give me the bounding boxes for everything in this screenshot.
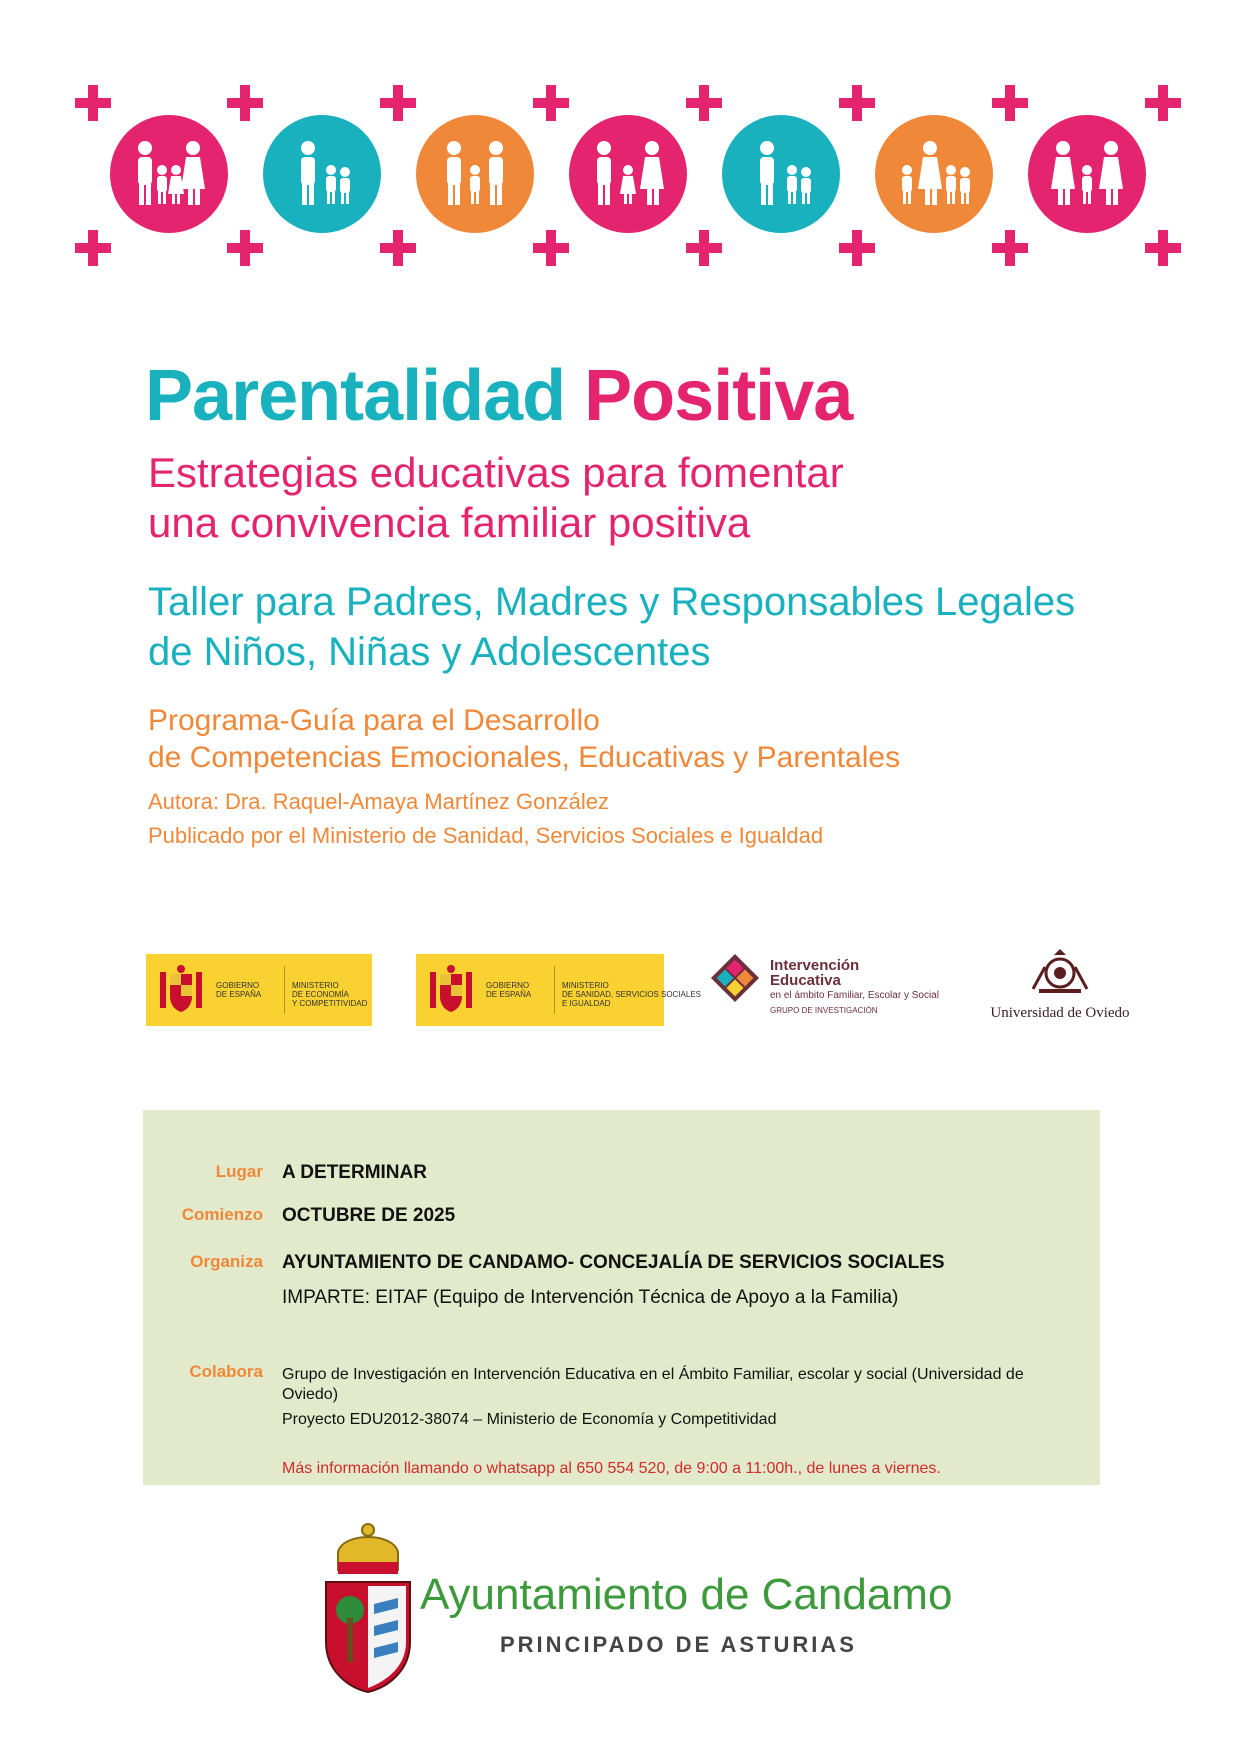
family-icon <box>416 115 534 233</box>
subtitle <box>148 448 844 548</box>
ie-line2: Educativa <box>770 972 841 989</box>
plus-icon <box>227 230 263 266</box>
gov-logo-sanidad <box>416 954 702 1026</box>
lugar-label: Lugar <box>215 1162 263 1181</box>
plus-icon <box>839 230 875 266</box>
plus-icon <box>533 230 569 266</box>
proyecto-value: Proyecto EDU2012-38074 – Ministerio de Economía y Competitividad <box>282 1411 777 1428</box>
coat-of-arms-icon <box>318 1522 418 1694</box>
organiza-label: Organiza <box>190 1252 263 1271</box>
ministry-label: MINISTERIO DE SANIDAD, SERVICIOS SOCIALES E IGUALDAD <box>562 981 702 1008</box>
plus-icon <box>839 85 875 121</box>
organiza-value: AYUNTAMIENTO DE CANDAMO- CONCEJALÍA DE SERVICIOS SOCIALES <box>282 1252 945 1273</box>
program-line2: de Competencias Emocionales, Educativas y Parentales <box>148 741 901 774</box>
comienzo-value: OCTUBRE DE 2025 <box>282 1205 456 1226</box>
plus-icon <box>992 85 1028 121</box>
program-heading <box>148 702 900 776</box>
footer-name: Ayuntamiento de Candamo <box>420 1570 953 1619</box>
plus-icon <box>533 85 569 121</box>
ie-line1: Intervención <box>770 957 860 974</box>
plus-icon <box>686 85 722 121</box>
gov-label: GOBIERNO DE ESPAÑA <box>216 981 262 999</box>
gov-logo-economia <box>146 954 372 1026</box>
title-part1: Parentalidad <box>145 356 566 436</box>
uniovi-name: Universidad de Oviedo <box>990 1005 1130 1021</box>
info-box <box>143 1110 1100 1485</box>
plus-icon <box>75 85 111 121</box>
family-icon <box>722 115 840 233</box>
imparte-value: IMPARTE: EITAF (Equipo de Intervención Técnica de Apoyo a la Familia) <box>282 1287 899 1308</box>
workshop-line2: de Niños, Niñas y Adolescentes <box>148 630 711 674</box>
coat-of-arms-icon <box>156 964 206 1016</box>
colabora-label: Colabora <box>189 1362 263 1381</box>
author: Autora: Dra. Raquel-Amaya Martínez González <box>148 789 609 814</box>
intervencion-educativa-logo <box>710 950 950 1020</box>
family-icon <box>263 115 381 233</box>
comienzo-label: Comienzo <box>181 1205 263 1224</box>
lugar-value: A DETERMINAR <box>282 1162 427 1183</box>
plus-icon <box>992 230 1028 266</box>
plus-icon <box>1145 230 1181 266</box>
family-icon <box>569 115 687 233</box>
plus-icon <box>686 230 722 266</box>
ie-line4: GRUPO DE INVESTIGACIÓN <box>770 1006 878 1015</box>
title-part2: Positiva <box>584 356 853 436</box>
footer-region: PRINCIPADO DE ASTURIAS <box>500 1632 857 1657</box>
page-title <box>145 355 852 437</box>
plus-icon <box>75 230 111 266</box>
family-icon <box>1028 115 1146 233</box>
workshop-line1: Taller para Padres, Madres y Responsables Legales <box>148 580 1076 624</box>
plus-icon <box>1145 85 1181 121</box>
plus-icon <box>227 85 263 121</box>
subtitle-line2: una convivencia familiar positiva <box>148 499 751 546</box>
coat-of-arms-icon <box>426 964 476 1016</box>
uniovi-logo <box>985 945 1135 1030</box>
divider <box>284 966 285 1014</box>
family-icon <box>110 115 228 233</box>
plus-icon <box>380 230 416 266</box>
ie-diamond-icon <box>710 953 760 1003</box>
ie-title <box>770 958 859 988</box>
plus-icon <box>380 85 416 121</box>
family-icon <box>875 115 993 233</box>
ministry-label: MINISTERIO DE ECONOMÍA Y COMPETITIVIDAD <box>292 981 368 1008</box>
gov-label: GOBIERNO DE ESPAÑA <box>486 981 532 999</box>
divider <box>554 966 555 1014</box>
candamo-coat-of-arms <box>318 1522 418 1694</box>
contact-info: Más información llamando o whatsapp al 650 554 520, de 9:00 a 11:00h., de lunes a viernes. <box>282 1460 941 1477</box>
colabora-value: Grupo de Investigación en Intervención Educativa en el Ámbito Familiar, escolar y social (Universidad de Oviedo) <box>282 1366 1024 1403</box>
ie-line3: en el ámbito Familiar, Escolar y Social <box>770 990 939 1001</box>
subtitle-line1: Estrategias educativas para fomentar <box>148 449 844 496</box>
university-seal-icon <box>1025 945 1095 997</box>
workshop-heading <box>148 577 1075 677</box>
credits <box>148 785 823 853</box>
publisher: Publicado por el Ministerio de Sanidad, Servicios Sociales e Igualdad <box>148 823 824 848</box>
program-line1: Programa-Guía para el Desarrollo <box>148 704 600 737</box>
